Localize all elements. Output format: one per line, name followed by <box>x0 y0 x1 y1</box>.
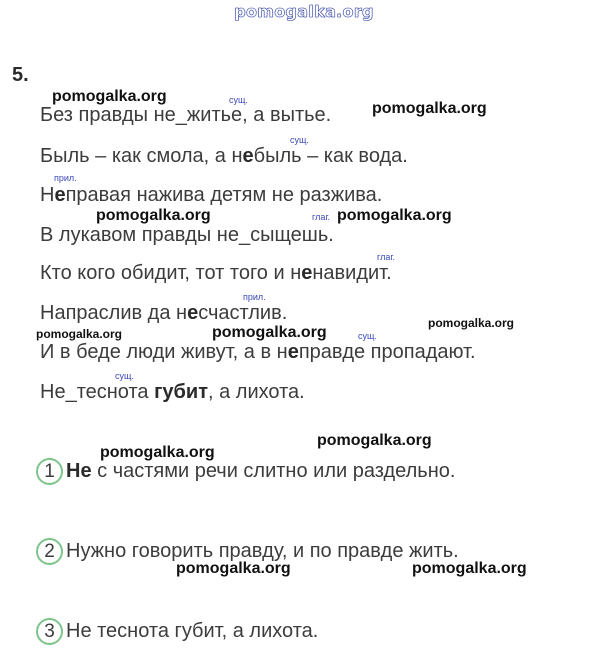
proverb-line-1 <box>40 104 331 127</box>
pos-note: сущ. <box>290 135 309 145</box>
answer-item-2 <box>36 538 459 565</box>
answer-item-1 <box>36 458 455 485</box>
proverb-text: правде пропадают. <box>298 341 476 363</box>
proverb-text: быль – как вода. <box>253 145 408 167</box>
watermark: pomogalka.org <box>412 560 527 577</box>
header-watermark: pomogalka.org <box>234 2 374 21</box>
watermark: pomogalka.org <box>96 207 211 224</box>
answer-text: Не теснота губит, а лихота. <box>66 620 319 642</box>
answer-bold-word: Не <box>66 460 92 482</box>
watermark: pomogalka.org <box>212 324 327 341</box>
pos-note: глаг. <box>312 212 331 222</box>
proverb-text: , а лихота. <box>208 381 305 403</box>
answer-text: Нужно говорить правду, и по правде жить. <box>66 540 459 562</box>
pos-note: сущ. <box>115 371 134 381</box>
highlighted-letter: е <box>242 145 254 167</box>
pos-note: сущ. <box>229 95 248 105</box>
answer-number-badge: 3 <box>36 618 63 645</box>
proverb-text: правая нажива детям не разжива. <box>65 184 383 206</box>
proverb-text: В лукавом правды не_сыщешь. <box>40 224 334 246</box>
proverb-text: Кто кого обидит, тот того и н <box>40 262 302 284</box>
proverb-text: И в беде люди живут, а в н <box>40 341 288 363</box>
pos-note: прил. <box>243 292 266 302</box>
answer-number-badge: 1 <box>36 458 63 485</box>
proverb-line-8 <box>40 381 305 404</box>
proverb-text: Не_теснота <box>40 381 155 403</box>
proverb-text: Напраслив да н <box>40 302 188 324</box>
proverb-text: Быль – как смола, а н <box>40 145 243 167</box>
proverb-line-7 <box>40 341 476 364</box>
proverb-text: счастлив. <box>198 302 288 324</box>
pos-note: сущ. <box>358 331 377 341</box>
proverb-text: Без правды не_житье, а вытье. <box>40 104 332 126</box>
watermark: pomogalka.org <box>100 444 215 461</box>
answer-number-badge: 2 <box>36 538 63 565</box>
highlighted-letter: е <box>187 302 199 324</box>
proverb-text: навидит. <box>312 262 392 284</box>
proverb-line-5 <box>40 262 392 285</box>
watermark: pomogalka.org <box>428 316 515 330</box>
proverb-line-2 <box>40 145 408 168</box>
highlighted-letter: е <box>287 341 299 363</box>
watermark: pomogalka.org <box>176 560 291 577</box>
watermark: pomogalka.org <box>52 88 167 105</box>
answer-item-3 <box>36 618 318 645</box>
proverb-line-3 <box>40 184 382 207</box>
pos-note: глаг. <box>377 252 396 262</box>
answer-text: с частями речи слитно или раздельно. <box>91 460 456 482</box>
watermark: pomogalka.org <box>372 100 487 117</box>
proverb-line-4 <box>40 224 334 247</box>
watermark: pomogalka.org <box>36 327 123 341</box>
proverb-line-6 <box>40 302 287 325</box>
proverb-text: Н <box>40 184 55 206</box>
task-number: 5. <box>12 64 29 86</box>
highlighted-letter: е <box>54 184 66 206</box>
highlighted-word: губит <box>154 381 208 403</box>
watermark: pomogalka.org <box>317 432 432 449</box>
highlighted-letter: е <box>301 262 313 284</box>
pos-note: прил. <box>54 173 77 183</box>
watermark: pomogalka.org <box>337 207 452 224</box>
